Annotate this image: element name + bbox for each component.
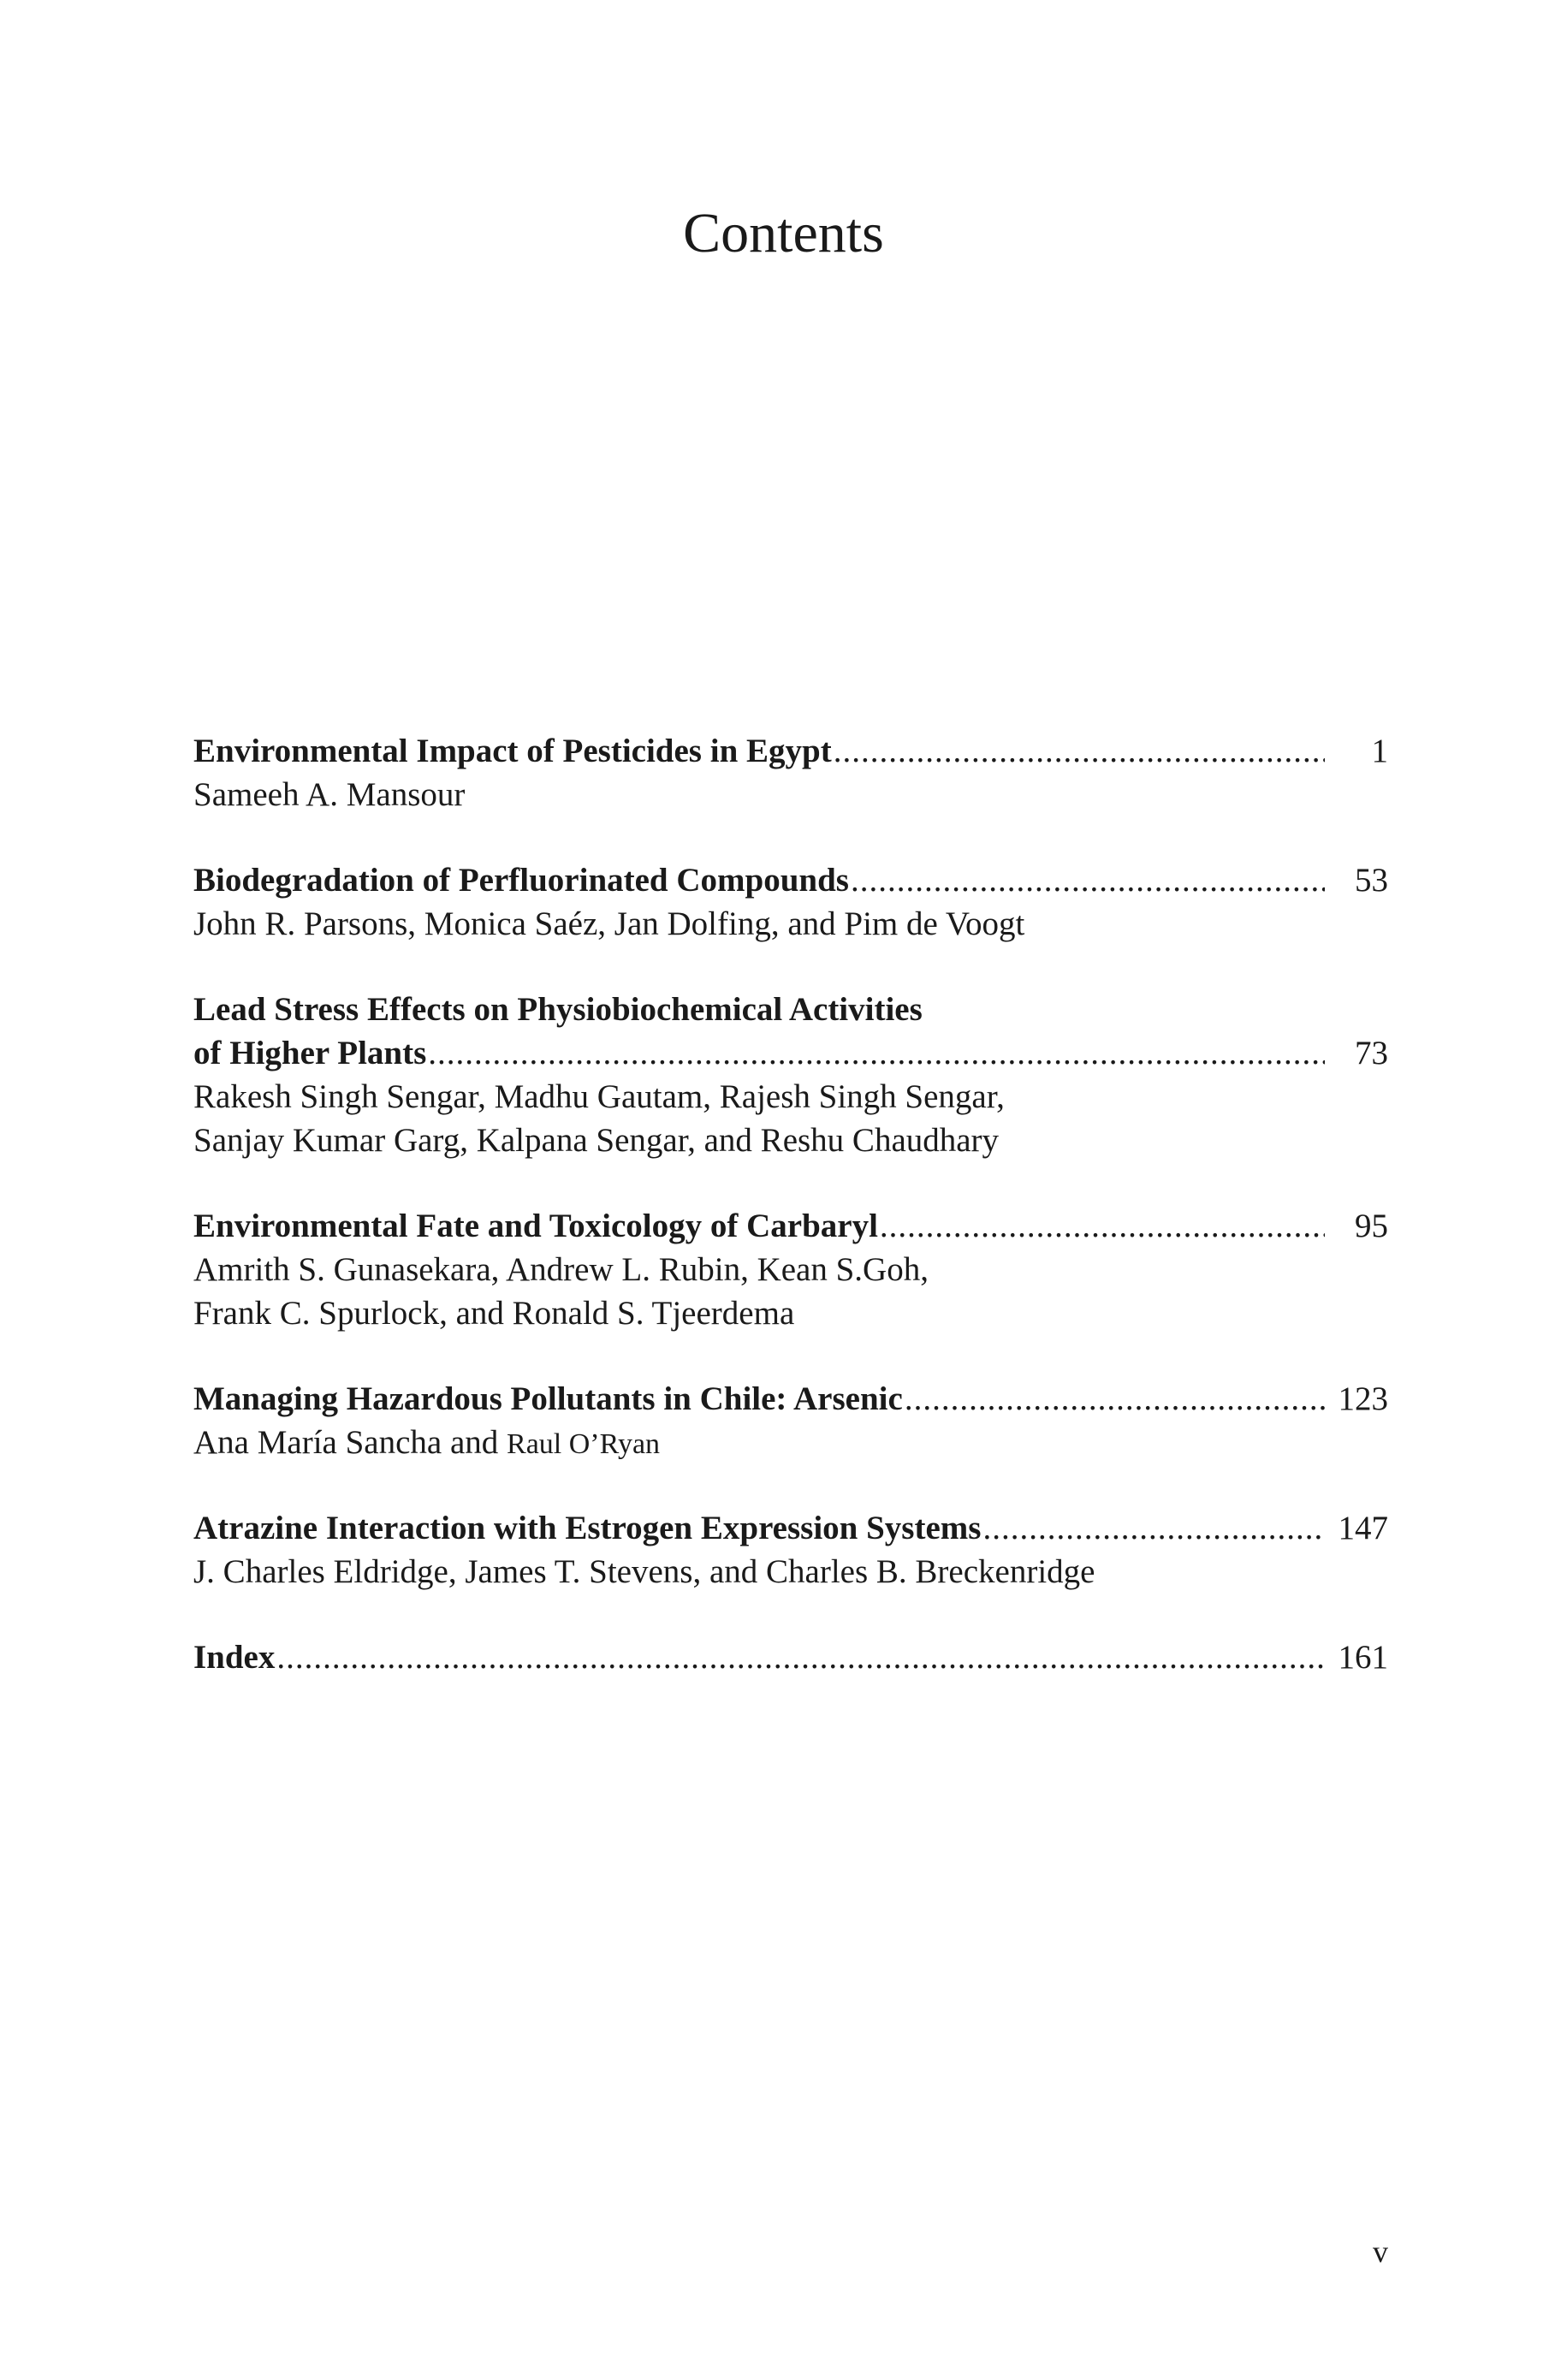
dot-leader	[428, 1031, 1325, 1075]
page-folio-number: v	[1373, 2235, 1388, 2269]
toc-entry-page-number[interactable]: 147	[1338, 1510, 1388, 1546]
dot-leader	[276, 1635, 1325, 1679]
toc-entry-authors: Amrith S. Gunasekara, Andrew L. Rubin, Kean S.Goh,	[193, 1251, 929, 1288]
toc-entry-title-row[interactable]	[193, 1377, 1388, 1421]
toc-entry-title[interactable]: Environmental Impact of Pesticides in Egypt	[193, 733, 832, 769]
toc-entry-title[interactable]: Managing Hazardous Pollutants in Chile: Arsenic	[193, 1380, 903, 1417]
toc-entry	[193, 729, 1388, 816]
toc-entry	[193, 858, 1388, 946]
toc-entry	[193, 1204, 1388, 1335]
toc-entry-title[interactable]: Index	[193, 1639, 276, 1676]
toc-entry-authors: Frank C. Spurlock, and Ronald S. Tjeerdema	[193, 1295, 795, 1332]
toc-entry-authors: Sanjay Kumar Garg, Kalpana Sengar, and Reshu Chaudhary	[193, 1122, 1000, 1159]
toc-entry-title-continued[interactable]: of Higher Plants	[193, 1035, 427, 1071]
toc-entry-title[interactable]: Atrazine Interaction with Estrogen Expression Systems	[193, 1510, 982, 1546]
toc-entry-title-row[interactable]	[193, 1635, 1388, 1679]
toc-entry-title[interactable]: Lead Stress Effects on Physiobiochemical Activities	[193, 991, 923, 1028]
toc-entry-title-row[interactable]	[193, 858, 1388, 902]
toc-entry-page-number[interactable]: 53	[1355, 862, 1388, 899]
toc-entry-authors: Rakesh Singh Sengar, Madhu Gautam, Rajesh Singh Sengar,	[193, 1078, 1005, 1115]
toc-entry	[193, 1377, 1388, 1464]
toc-entry-title-row[interactable]	[193, 1031, 1388, 1075]
toc-entry	[193, 988, 1388, 1162]
dot-leader	[880, 1204, 1325, 1248]
toc-entry-index	[193, 1635, 1388, 1679]
toc-entry-title-row[interactable]	[193, 1204, 1388, 1248]
toc-entry-authors	[193, 1421, 1388, 1464]
toc-entry-title[interactable]: Environmental Fate and Toxicology of Carbaryl	[193, 1208, 878, 1244]
table-of-contents	[193, 729, 1388, 1721]
toc-entry-page-number[interactable]: 95	[1355, 1208, 1388, 1244]
page-title: Contents	[683, 202, 884, 264]
toc-entry-authors-main: Ana María Sancha and	[193, 1424, 507, 1461]
toc-entry-page-number[interactable]: 161	[1338, 1639, 1388, 1676]
toc-entry-authors: J. Charles Eldridge, James T. Stevens, and Charles B. Breckenridge	[193, 1553, 1095, 1590]
toc-entry-page-number[interactable]: 123	[1338, 1380, 1388, 1417]
toc-entry-authors: Sameeh A. Mansour	[193, 776, 466, 813]
dot-leader	[982, 1506, 1325, 1550]
toc-entry-title-row[interactable]	[193, 729, 1388, 773]
toc-entry-title[interactable]: Biodegradation of Perfluorinated Compounds	[193, 862, 849, 899]
toc-entry-title-row[interactable]	[193, 1506, 1388, 1550]
dot-leader	[834, 729, 1325, 773]
dot-leader	[905, 1377, 1325, 1421]
toc-entry-authors-small: Raul O’Ryan	[507, 1428, 661, 1460]
toc-entry-authors: John R. Parsons, Monica Saéz, Jan Dolfing, and Pim de Voogt	[193, 905, 1025, 942]
dot-leader	[851, 858, 1325, 902]
toc-entry	[193, 1506, 1388, 1594]
toc-entry-page-number[interactable]: 1	[1371, 733, 1388, 769]
toc-entry-page-number[interactable]: 73	[1355, 1035, 1388, 1071]
